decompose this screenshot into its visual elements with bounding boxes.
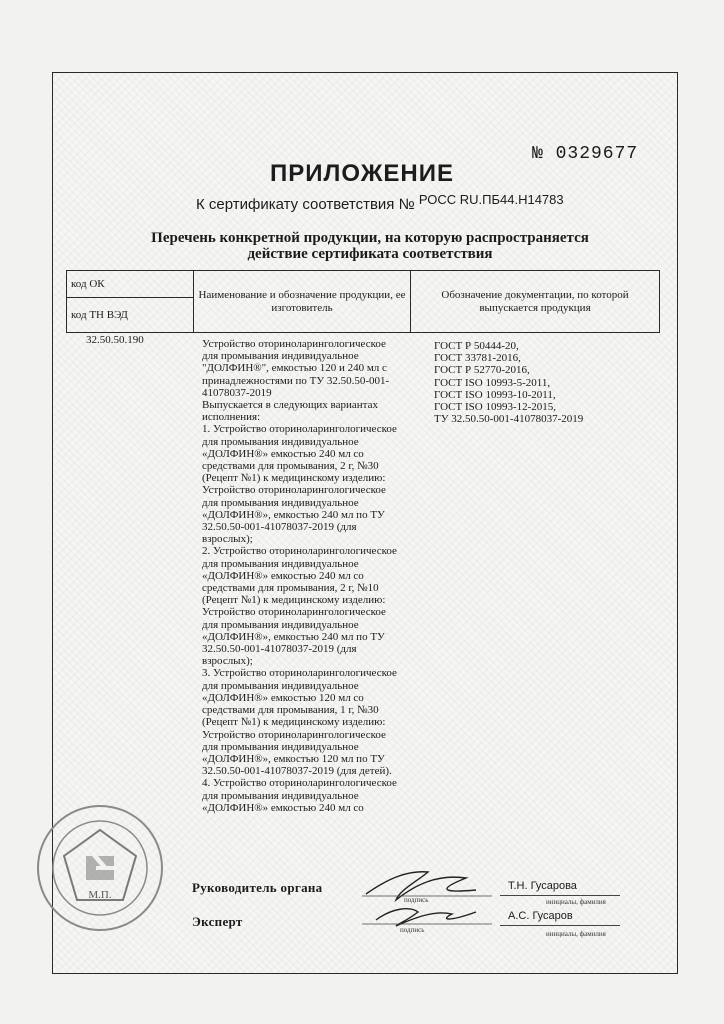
certificate-line bbox=[196, 192, 564, 213]
page-title: ПРИЛОЖЕНИЕ bbox=[270, 160, 454, 187]
subtitle-line-1: Перечень конкретной продукции, на которую распространяется bbox=[151, 230, 589, 246]
expert-name-underline bbox=[500, 925, 620, 926]
product-code: 32.50.50.190 bbox=[86, 334, 144, 346]
expert-name: А.С. Гусаров bbox=[508, 910, 573, 922]
seal-stamp bbox=[34, 802, 166, 934]
certificate-number: РОСС RU.ПБ44.Н14783 bbox=[418, 192, 564, 207]
name-column-header: Наименование и обозначение продукции, ее изготовитель bbox=[194, 271, 411, 333]
head-name-caption: инициалы, фамилия bbox=[546, 898, 606, 906]
expert-signature bbox=[356, 898, 496, 934]
subtitle bbox=[100, 230, 640, 262]
subtitle-line-2: действие сертификата соответствия bbox=[247, 246, 493, 262]
stamp-label: М.П. bbox=[88, 889, 112, 901]
expert-name-caption: инициалы, фамилия bbox=[546, 930, 606, 938]
head-label: Руководитель органа bbox=[192, 880, 323, 895]
products-table-header bbox=[66, 270, 660, 333]
code-ok-header: код ОК bbox=[67, 271, 194, 298]
serial-number: № 0329677 bbox=[532, 144, 639, 164]
product-description: Устройство оториноларингологическое для промывания индивидуальное "ДОЛФИН®", емкостью 120 и 240 мл с принадлежностями по ТУ 32.50.50-001- 41078037-2019 Выпускается в следующих вариантах исполнения: 1. Устройство оториноларингологическое для промывания индивидуальное «ДОЛФИН®» емкостью 240 мл со средствами для промывания, 2 г, №30 (Рецепт №1) к медицинскому изделию: Устройство оториноларингологическое для промывания индивидуальное «ДОЛФИН®», емкостью 240 мл по ТУ 32.50.50-001-41078037-2019 (для взрослых); 2. Устройство оториноларингологическое для промывания индивидуальное «ДОЛФИН®» емкостью 240 мл со средствами для промывания, 2 г, №10 (Рецепт №1) к медицинскому изделию: Устройство оториноларингологическое для промывания индивидуальное «ДОЛФИН®», емкостью 240 мл по ТУ 32.50.50-001-41078037-2019 (для взрослых); 3. Устройство оториноларингологическое для промывания индивидуальное «ДОЛФИН®» емкостью 120 мл со средствами для промывания, 1 г, №30 (Рецепт №1) к медицинскому изделию: Устройство оториноларингологическое для промывания индивидуальное «ДОЛФИН®», емкостью 120 мл по ТУ 32.50.50-001-41078037-2019 (для детей). 4. Устройство оториноларингологическое для промывания индивидуальное «ДОЛФИН®» емкостью 240 мл со bbox=[202, 338, 397, 814]
docs-column-header: Обозначение документации, по которой выпускается продукция bbox=[411, 271, 660, 333]
expert-label: Эксперт bbox=[192, 914, 243, 929]
head-name: Т.Н. Гусарова bbox=[508, 880, 577, 892]
head-signature-caption: подпись bbox=[404, 896, 429, 904]
expert-signature-caption: подпись bbox=[400, 926, 425, 934]
code-tnved-header: код ТН ВЭД bbox=[67, 298, 194, 333]
certificate-label: К сертификату соответствия № bbox=[196, 196, 415, 213]
documents-list: ГОСТ Р 50444-20, ГОСТ 33781-2016, ГОСТ Р 52770-2016, ГОСТ ISO 10993-5-2011, ГОСТ ISO 10993-10-2011, ГОСТ ISO 10993-12-2015, ТУ 32.50.50-001-41078037-2019 bbox=[434, 340, 584, 426]
head-name-underline bbox=[500, 895, 620, 896]
